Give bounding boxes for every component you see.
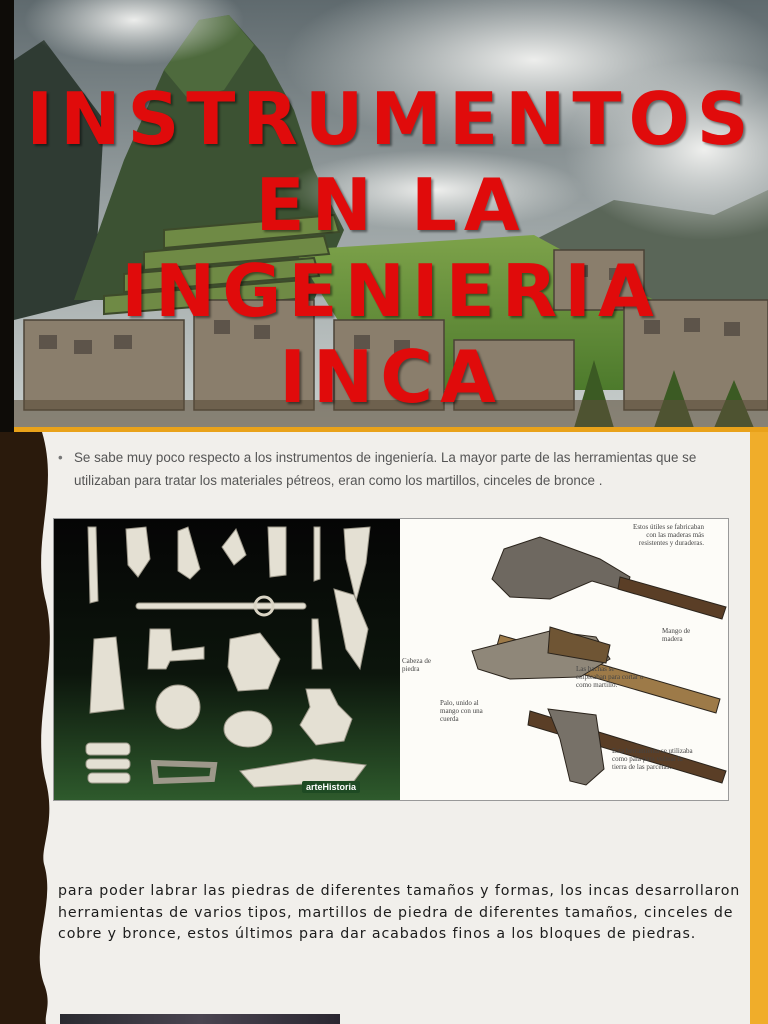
title-line-3: INCA xyxy=(279,335,503,419)
watermark-arte-historia: arteHistoria xyxy=(302,781,360,793)
tools-figure xyxy=(53,518,729,801)
slide-title xyxy=(14,76,768,420)
note-handle: Mango de madera xyxy=(662,627,691,643)
note-head: Cabeza de piedra xyxy=(402,657,431,673)
orange-border-right xyxy=(750,864,768,1024)
stone-tools-photo xyxy=(54,519,400,800)
inca-axes-illustration xyxy=(400,519,728,800)
note-axes: Las hachas se empleaban para cortar o como martillo. xyxy=(576,665,644,689)
note-tied: Palo, unido al mango con una cuerda xyxy=(440,699,483,723)
next-photo xyxy=(60,1014,340,1024)
title-slide xyxy=(0,0,768,432)
wavy-border-left xyxy=(0,864,60,1024)
tools-paragraph: para poder labrar las piedras de diferentes tamaños y formas, los incas desarrollaron herramientas de varios tipos, martillos de piedra de diferentes tamaños, cinceles de cobre y bronce, estos últimos para dar acabados finos a los bloques de piedras. xyxy=(58,883,741,942)
intro-bullet xyxy=(58,446,718,492)
note-top: Estos útiles se fabricaban con las maderas más resistentes y duraderas. xyxy=(633,523,704,547)
title-line-2: EN LA INGENIERIA xyxy=(121,163,661,333)
orange-border-right xyxy=(750,432,768,864)
text-slide xyxy=(0,864,768,1024)
wavy-border-left xyxy=(0,432,60,864)
bullet-text: Se sabe muy poco respecto a los instrumentos de ingeniería. La mayor parte de las herramientas que se utilizaban para tratar los materiales pétreos, eran como los martillos, cinceles de bronce . xyxy=(74,450,697,488)
tools-slide xyxy=(0,432,768,864)
bullet-icon: • xyxy=(58,450,63,465)
title-line-1: INSTRUMENTOS xyxy=(26,77,756,161)
note-tool: Esta herramienta se utilizaba como pala para voltear la tierra de las parcelas. xyxy=(612,747,693,771)
